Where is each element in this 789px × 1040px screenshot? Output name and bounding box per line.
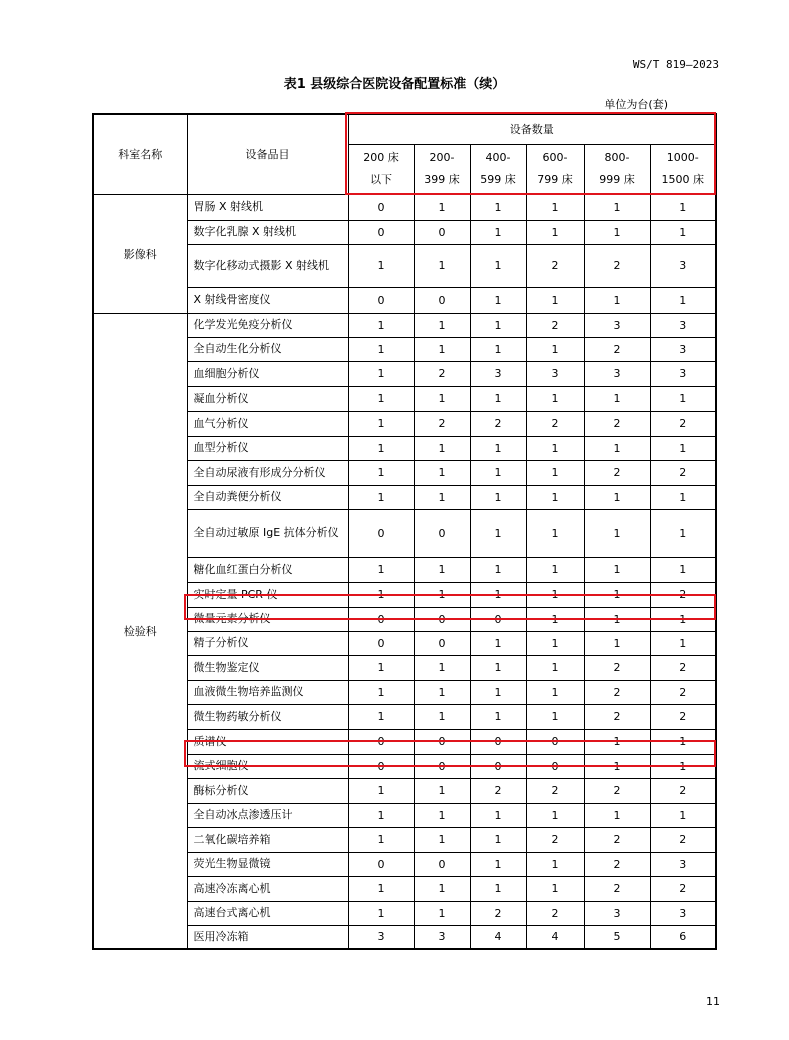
table-row [93, 631, 716, 655]
quantity-cell: 6 [650, 925, 716, 949]
quantity-cell: 0 [348, 607, 414, 631]
header-quantity: 设备数量 [348, 114, 716, 144]
quantity-cell: 1 [650, 729, 716, 754]
item-name: 精子分析仪 [187, 631, 348, 655]
quantity-cell: 1 [414, 803, 470, 827]
item-name: 化学发光免疫分析仪 [187, 313, 348, 337]
quantity-cell: 0 [348, 509, 414, 557]
quantity-cell: 3 [584, 313, 650, 337]
table-row [93, 803, 716, 827]
quantity-cell: 1 [470, 803, 526, 827]
quantity-cell: 1 [348, 361, 414, 386]
quantity-cell: 1 [584, 803, 650, 827]
quantity-cell: 3 [650, 337, 716, 361]
quantity-cell: 4 [470, 925, 526, 949]
quantity-cell: 1 [470, 287, 526, 313]
quantity-cell: 0 [414, 607, 470, 631]
item-name: 质谱仪 [187, 729, 348, 754]
quantity-cell: 1 [584, 509, 650, 557]
quantity-cell: 2 [650, 655, 716, 680]
item-name: 全自动尿液有形成分分析仪 [187, 460, 348, 485]
quantity-cell: 1 [584, 631, 650, 655]
item-name: 高速台式离心机 [187, 901, 348, 925]
quantity-cell: 1 [348, 460, 414, 485]
header-department: 科室名称 [93, 114, 187, 194]
quantity-cell: 2 [650, 827, 716, 852]
quantity-cell: 1 [470, 631, 526, 655]
quantity-cell: 1 [470, 194, 526, 220]
quantity-cell: 1 [650, 803, 716, 827]
item-name: 微生物药敏分析仪 [187, 704, 348, 729]
quantity-cell: 1 [650, 436, 716, 460]
quantity-cell: 1 [526, 852, 584, 876]
table-row [93, 436, 716, 460]
quantity-cell: 1 [470, 582, 526, 607]
table-row [93, 386, 716, 411]
header-range-3: 600- 799 床 [526, 144, 584, 194]
quantity-cell: 1 [526, 509, 584, 557]
header-range-2: 400- 599 床 [470, 144, 526, 194]
quantity-cell: 1 [584, 386, 650, 411]
quantity-cell: 1 [414, 778, 470, 803]
item-name: 数字化移动式摄影 X 射线机 [187, 244, 348, 287]
quantity-cell: 2 [414, 411, 470, 436]
header-item: 设备品目 [187, 114, 348, 194]
quantity-cell: 1 [584, 729, 650, 754]
quantity-cell: 3 [584, 361, 650, 386]
item-name: 微生物鉴定仪 [187, 655, 348, 680]
quantity-cell: 1 [348, 827, 414, 852]
quantity-cell: 1 [348, 337, 414, 361]
quantity-cell: 1 [584, 436, 650, 460]
quantity-cell: 2 [650, 778, 716, 803]
quantity-cell: 1 [414, 194, 470, 220]
quantity-cell: 1 [470, 655, 526, 680]
item-name: 胃肠 X 射线机 [187, 194, 348, 220]
quantity-cell: 1 [526, 485, 584, 509]
quantity-cell: 1 [470, 313, 526, 337]
quantity-cell: 1 [470, 557, 526, 582]
quantity-cell: 1 [470, 485, 526, 509]
quantity-cell: 0 [348, 194, 414, 220]
table-row [93, 485, 716, 509]
quantity-cell: 1 [650, 754, 716, 778]
quantity-cell: 1 [470, 220, 526, 244]
quantity-cell: 2 [526, 411, 584, 436]
quantity-cell: 2 [526, 244, 584, 287]
item-name: 血气分析仪 [187, 411, 348, 436]
quantity-cell: 1 [348, 436, 414, 460]
quantity-cell: 1 [348, 704, 414, 729]
quantity-cell: 1 [650, 220, 716, 244]
quantity-cell: 1 [650, 509, 716, 557]
quantity-cell: 1 [526, 460, 584, 485]
quantity-cell: 1 [526, 557, 584, 582]
quantity-cell: 0 [348, 631, 414, 655]
table-row [93, 607, 716, 631]
quantity-cell: 0 [414, 287, 470, 313]
quantity-cell: 0 [526, 754, 584, 778]
quantity-cell: 1 [414, 337, 470, 361]
quantity-cell: 2 [470, 411, 526, 436]
table-row [93, 778, 716, 803]
quantity-cell: 1 [526, 386, 584, 411]
quantity-cell: 1 [348, 778, 414, 803]
quantity-cell: 1 [650, 631, 716, 655]
item-name: 二氧化碳培养箱 [187, 827, 348, 852]
quantity-cell: 3 [650, 313, 716, 337]
quantity-cell: 1 [348, 680, 414, 704]
quantity-cell: 1 [414, 313, 470, 337]
quantity-cell: 3 [348, 925, 414, 949]
item-name: 流式细胞仪 [187, 754, 348, 778]
quantity-cell: 1 [470, 827, 526, 852]
page-number: 11 [706, 995, 720, 1008]
quantity-cell: 1 [470, 386, 526, 411]
quantity-cell: 3 [584, 901, 650, 925]
quantity-cell: 1 [470, 436, 526, 460]
table-row [93, 509, 716, 557]
table-row [93, 876, 716, 901]
item-name: 数字化乳腺 X 射线机 [187, 220, 348, 244]
quantity-cell: 2 [584, 460, 650, 485]
quantity-cell: 2 [584, 778, 650, 803]
item-name: 凝血分析仪 [187, 386, 348, 411]
quantity-cell: 1 [584, 607, 650, 631]
quantity-cell: 1 [348, 485, 414, 509]
quantity-cell: 1 [650, 485, 716, 509]
quantity-cell: 0 [526, 729, 584, 754]
quantity-cell: 2 [584, 827, 650, 852]
table-row [93, 582, 716, 607]
table-row [93, 729, 716, 754]
quantity-cell: 2 [584, 244, 650, 287]
quantity-cell: 1 [414, 485, 470, 509]
department-cell: 影像科 [93, 194, 187, 313]
standard-code: WS/T 819—2023 [632, 58, 719, 71]
quantity-cell: 1 [348, 313, 414, 337]
quantity-cell: 1 [650, 386, 716, 411]
item-name: 荧光生物显微镜 [187, 852, 348, 876]
quantity-cell: 1 [650, 607, 716, 631]
quantity-cell: 2 [526, 901, 584, 925]
quantity-cell: 1 [348, 386, 414, 411]
quantity-cell: 1 [584, 557, 650, 582]
quantity-cell: 1 [414, 582, 470, 607]
quantity-cell: 1 [650, 557, 716, 582]
quantity-cell: 1 [414, 655, 470, 680]
quantity-cell: 2 [526, 313, 584, 337]
quantity-cell: 2 [414, 361, 470, 386]
quantity-cell: 1 [348, 803, 414, 827]
quantity-cell: 0 [414, 852, 470, 876]
header-range-5: 1000- 1500 床 [650, 144, 716, 194]
quantity-cell: 1 [526, 582, 584, 607]
item-name: 医用冷冻箱 [187, 925, 348, 949]
quantity-cell: 1 [414, 244, 470, 287]
item-name: X 射线骨密度仪 [187, 287, 348, 313]
quantity-cell: 1 [414, 460, 470, 485]
quantity-cell: 0 [414, 220, 470, 244]
quantity-cell: 1 [414, 680, 470, 704]
header-range-4: 800- 999 床 [584, 144, 650, 194]
quantity-cell: 2 [584, 852, 650, 876]
quantity-cell: 1 [526, 680, 584, 704]
quantity-cell: 2 [526, 778, 584, 803]
quantity-cell: 2 [650, 460, 716, 485]
quantity-cell: 3 [650, 361, 716, 386]
item-name: 血型分析仪 [187, 436, 348, 460]
quantity-cell: 1 [414, 557, 470, 582]
item-name: 糖化血红蛋白分析仪 [187, 557, 348, 582]
quantity-cell: 1 [584, 485, 650, 509]
quantity-cell: 1 [470, 460, 526, 485]
unit-note: 单位为台(套) [604, 98, 668, 111]
header-range-1: 200- 399 床 [414, 144, 470, 194]
quantity-cell: 1 [584, 582, 650, 607]
quantity-cell: 2 [470, 778, 526, 803]
quantity-cell: 1 [470, 680, 526, 704]
quantity-cell: 3 [526, 361, 584, 386]
item-name: 高速冷冻离心机 [187, 876, 348, 901]
quantity-cell: 1 [414, 436, 470, 460]
table-row [93, 901, 716, 925]
quantity-cell: 2 [650, 680, 716, 704]
quantity-cell: 2 [584, 655, 650, 680]
table-row [93, 852, 716, 876]
quantity-cell: 2 [584, 337, 650, 361]
quantity-cell: 2 [650, 582, 716, 607]
quantity-cell: 1 [526, 631, 584, 655]
quantity-cell: 0 [414, 754, 470, 778]
table-row [93, 925, 716, 949]
quantity-cell: 1 [348, 411, 414, 436]
quantity-cell: 1 [584, 754, 650, 778]
quantity-cell: 0 [348, 852, 414, 876]
quantity-cell: 1 [526, 337, 584, 361]
quantity-cell: 1 [526, 436, 584, 460]
table-row [93, 557, 716, 582]
item-name: 全自动生化分析仪 [187, 337, 348, 361]
quantity-cell: 3 [414, 925, 470, 949]
quantity-cell: 1 [650, 194, 716, 220]
table-row [93, 244, 716, 287]
quantity-cell: 1 [348, 901, 414, 925]
quantity-cell: 1 [348, 244, 414, 287]
quantity-cell: 1 [584, 220, 650, 244]
quantity-cell: 1 [526, 803, 584, 827]
table-row [93, 194, 716, 220]
quantity-cell: 2 [470, 901, 526, 925]
quantity-cell: 1 [348, 582, 414, 607]
quantity-cell: 1 [470, 704, 526, 729]
quantity-cell: 0 [470, 607, 526, 631]
equipment-table [92, 113, 717, 950]
quantity-cell: 0 [414, 509, 470, 557]
quantity-cell: 1 [650, 287, 716, 313]
table-row [93, 460, 716, 485]
quantity-cell: 1 [414, 827, 470, 852]
quantity-cell: 1 [348, 557, 414, 582]
quantity-cell: 2 [650, 876, 716, 901]
table-row [93, 704, 716, 729]
item-name: 血细胞分析仪 [187, 361, 348, 386]
table-row [93, 361, 716, 386]
quantity-cell: 1 [470, 244, 526, 287]
quantity-cell: 3 [650, 244, 716, 287]
quantity-cell: 2 [584, 704, 650, 729]
quantity-cell: 1 [526, 220, 584, 244]
quantity-cell: 2 [584, 876, 650, 901]
quantity-cell: 1 [526, 287, 584, 313]
header-range-0: 200 床 以下 [348, 144, 414, 194]
table-row [93, 754, 716, 778]
quantity-cell: 1 [414, 386, 470, 411]
quantity-cell: 1 [470, 509, 526, 557]
quantity-cell: 1 [470, 337, 526, 361]
quantity-cell: 1 [414, 876, 470, 901]
quantity-cell: 1 [526, 704, 584, 729]
table-row [93, 827, 716, 852]
quantity-cell: 0 [348, 220, 414, 244]
table-row [93, 287, 716, 313]
quantity-cell: 2 [584, 680, 650, 704]
item-name: 酶标分析仪 [187, 778, 348, 803]
quantity-cell: 0 [470, 729, 526, 754]
quantity-cell: 2 [584, 411, 650, 436]
quantity-cell: 1 [470, 876, 526, 901]
quantity-cell: 1 [526, 607, 584, 631]
quantity-cell: 1 [348, 655, 414, 680]
quantity-cell: 0 [348, 754, 414, 778]
quantity-cell: 0 [414, 729, 470, 754]
quantity-cell: 1 [526, 876, 584, 901]
quantity-cell: 1 [526, 655, 584, 680]
item-name: 全自动冰点渗透压计 [187, 803, 348, 827]
quantity-cell: 5 [584, 925, 650, 949]
quantity-cell: 3 [470, 361, 526, 386]
table-row [93, 313, 716, 337]
table-row [93, 680, 716, 704]
quantity-cell: 1 [414, 704, 470, 729]
quantity-cell: 2 [650, 411, 716, 436]
quantity-cell: 1 [584, 287, 650, 313]
item-name: 实时定量 PCR 仪 [187, 582, 348, 607]
item-name: 全自动过敏原 IgE 抗体分析仪 [187, 509, 348, 557]
quantity-cell: 1 [526, 194, 584, 220]
table-row [93, 220, 716, 244]
quantity-cell: 3 [650, 852, 716, 876]
quantity-cell: 0 [348, 287, 414, 313]
item-name: 微量元素分析仪 [187, 607, 348, 631]
quantity-cell: 0 [348, 729, 414, 754]
table-row [93, 655, 716, 680]
quantity-cell: 3 [650, 901, 716, 925]
quantity-cell: 2 [526, 827, 584, 852]
item-name: 全自动粪便分析仪 [187, 485, 348, 509]
quantity-cell: 0 [414, 631, 470, 655]
quantity-cell: 1 [584, 194, 650, 220]
quantity-cell: 1 [348, 876, 414, 901]
quantity-cell: 2 [650, 704, 716, 729]
item-name: 血液微生物培养监测仪 [187, 680, 348, 704]
quantity-cell: 1 [470, 852, 526, 876]
department-cell: 检验科 [93, 313, 187, 949]
quantity-cell: 1 [414, 901, 470, 925]
quantity-cell: 4 [526, 925, 584, 949]
table-row [93, 411, 716, 436]
table-row [93, 337, 716, 361]
quantity-cell: 0 [470, 754, 526, 778]
table-title: 表1 县级综合医院设备配置标准（续） [283, 77, 506, 92]
